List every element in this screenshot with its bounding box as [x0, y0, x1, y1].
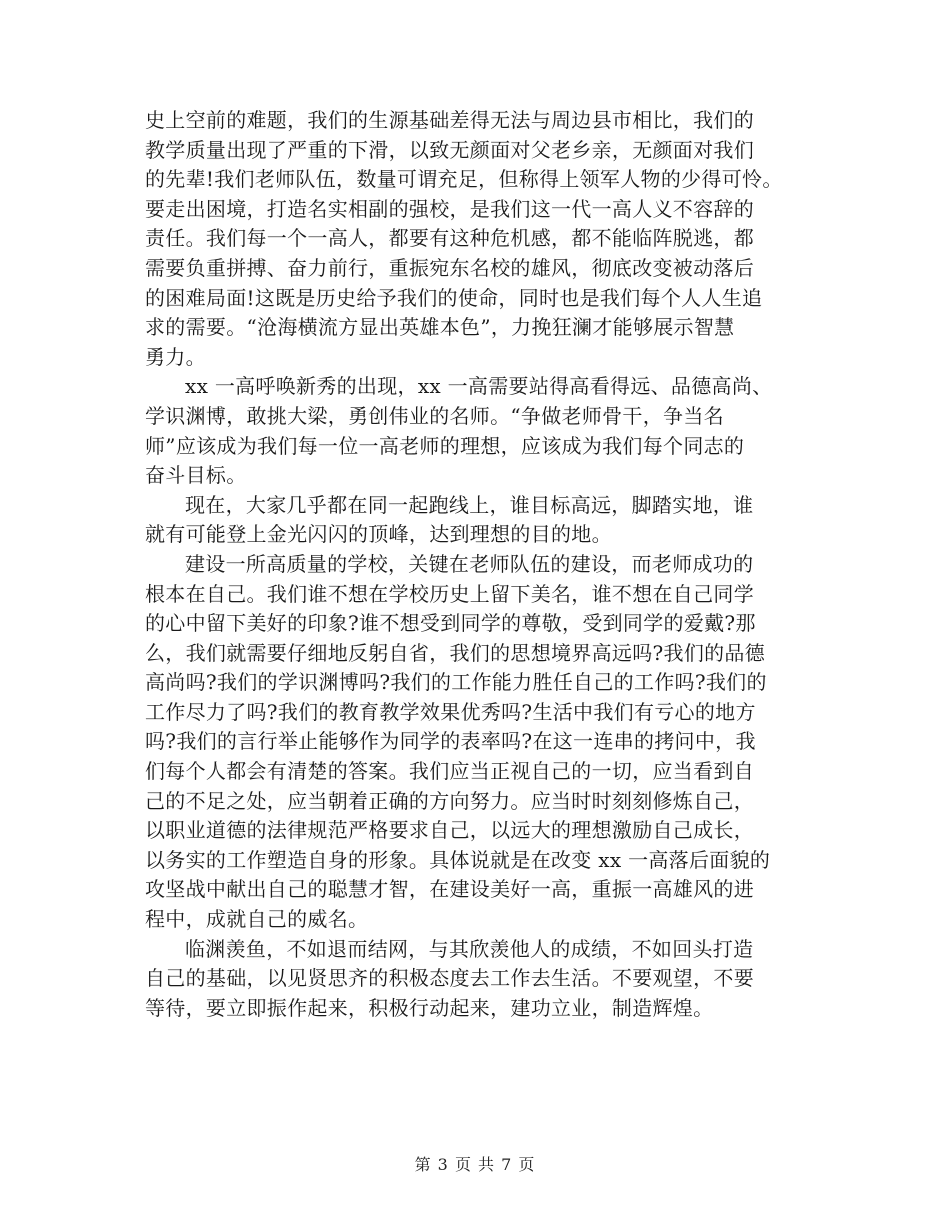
text-line: 的心中留下美好的印象?谁不想受到同学的尊敬，受到同学的爱戴?那	[145, 611, 756, 636]
paragraph-start-line: 临渊羡鱼，不如退而结网，与其欣羡他人的成绩，不如回头打造	[185, 936, 754, 961]
text-line: 奋斗目标。	[145, 463, 247, 488]
text-line: 们每个人都会有清楚的答案。我们应当正视自己的一切，应当看到自	[145, 759, 754, 784]
text-line: 根本在自己。我们谁不想在学校历史上留下美名，谁不想在自己同学	[145, 581, 754, 606]
text-line: 自己的基础，以见贤思齐的积极态度去工作去生活。不要观望，不要	[145, 966, 754, 991]
paragraph-start-line: 建设一所高质量的学校，关键在老师队伍的建设，而老师成功的	[185, 551, 754, 576]
text-line: 学识渊博，敢挑大梁，勇创伟业的名师。“争做老师骨干，争当名	[145, 403, 724, 428]
text-line: 高尚吗?我们的学识渊博吗?我们的工作能力胜任自己的工作吗?我们的	[145, 670, 767, 695]
text-line: 以职业道德的法律规范严格要求自己，以远大的理想激励自己成长，	[145, 818, 754, 843]
text-line: 求的需要。“沧海横流方显出英雄本色”，力挽狂澜才能够展示智慧	[145, 315, 735, 340]
text-line: 攻坚战中献出自己的聪慧才智，在建设美好一高，重振一高雄风的进	[145, 877, 754, 902]
paragraph-start-line: 现在，大家几乎都在同一起跑线上，谁目标高远，脚踏实地，谁	[185, 492, 754, 517]
text-line: 程中，成就自己的威名。	[145, 907, 369, 932]
text-line: 工作尽力了吗?我们的教育教学效果优秀吗?生活中我们有亏心的地方	[145, 699, 756, 724]
text-line: 师”应该成为我们每一位一高老师的理想，应该成为我们每个同志的	[145, 433, 745, 458]
text-line: 责任。我们每一个一高人，都要有这种危机感，都不能临阵脱逃，都	[145, 226, 754, 251]
text-line: 的困难局面!这既是历史给予我们的使命，同时也是我们每个人人生追	[145, 285, 763, 310]
text-line: 吗?我们的言行举止能够作为同学的表率吗?在这一连串的拷问中，我	[145, 729, 756, 754]
document-body	[145, 106, 810, 1023]
text-line: 就有可能登上金光闪闪的顶峰，达到理想的目的地。	[145, 522, 612, 547]
text-line: 教学质量出现了严重的下滑，以致无颜面对父老乡亲，无颜面对我们	[145, 137, 754, 162]
text-line: 要走出困境，打造名实相副的强校，是我们这一代一高人义不容辞的	[145, 196, 754, 221]
text-line: 需要负重拼搏、奋力前行，重振宛东名校的雄风，彻底改变被动落后	[145, 255, 754, 280]
text-line: 史上空前的难题，我们的生源基础差得无法与周边县市相比，我们的	[145, 108, 754, 132]
page-number-footer: 第 3 页 共 7 页	[414, 1155, 536, 1174]
paragraph-start-line: xx 一高呼唤新秀的出现，xx 一高需要站得高看得远、品德高尚、	[185, 374, 773, 399]
text-line: 己的不足之处，应当朝着正确的方向努力。应当时时刻刻修炼自己，	[145, 788, 754, 813]
text-line: 么，我们就需要仔细地反躬自省，我们的思想境界高远吗?我们的品德	[145, 640, 766, 665]
text-line: 等待，要立即振作起来，积极行动起来，建功立业，制造辉煌。	[145, 995, 714, 1020]
text-line: 以务实的工作塑造自身的形象。具体说就是在改变 xx 一高落后面貌的	[145, 847, 771, 872]
text-line: 的先辈!我们老师队伍，数量可谓充足，但称得上领军人物的少得可怜。	[145, 167, 783, 192]
text-line: 勇力。	[145, 344, 206, 369]
